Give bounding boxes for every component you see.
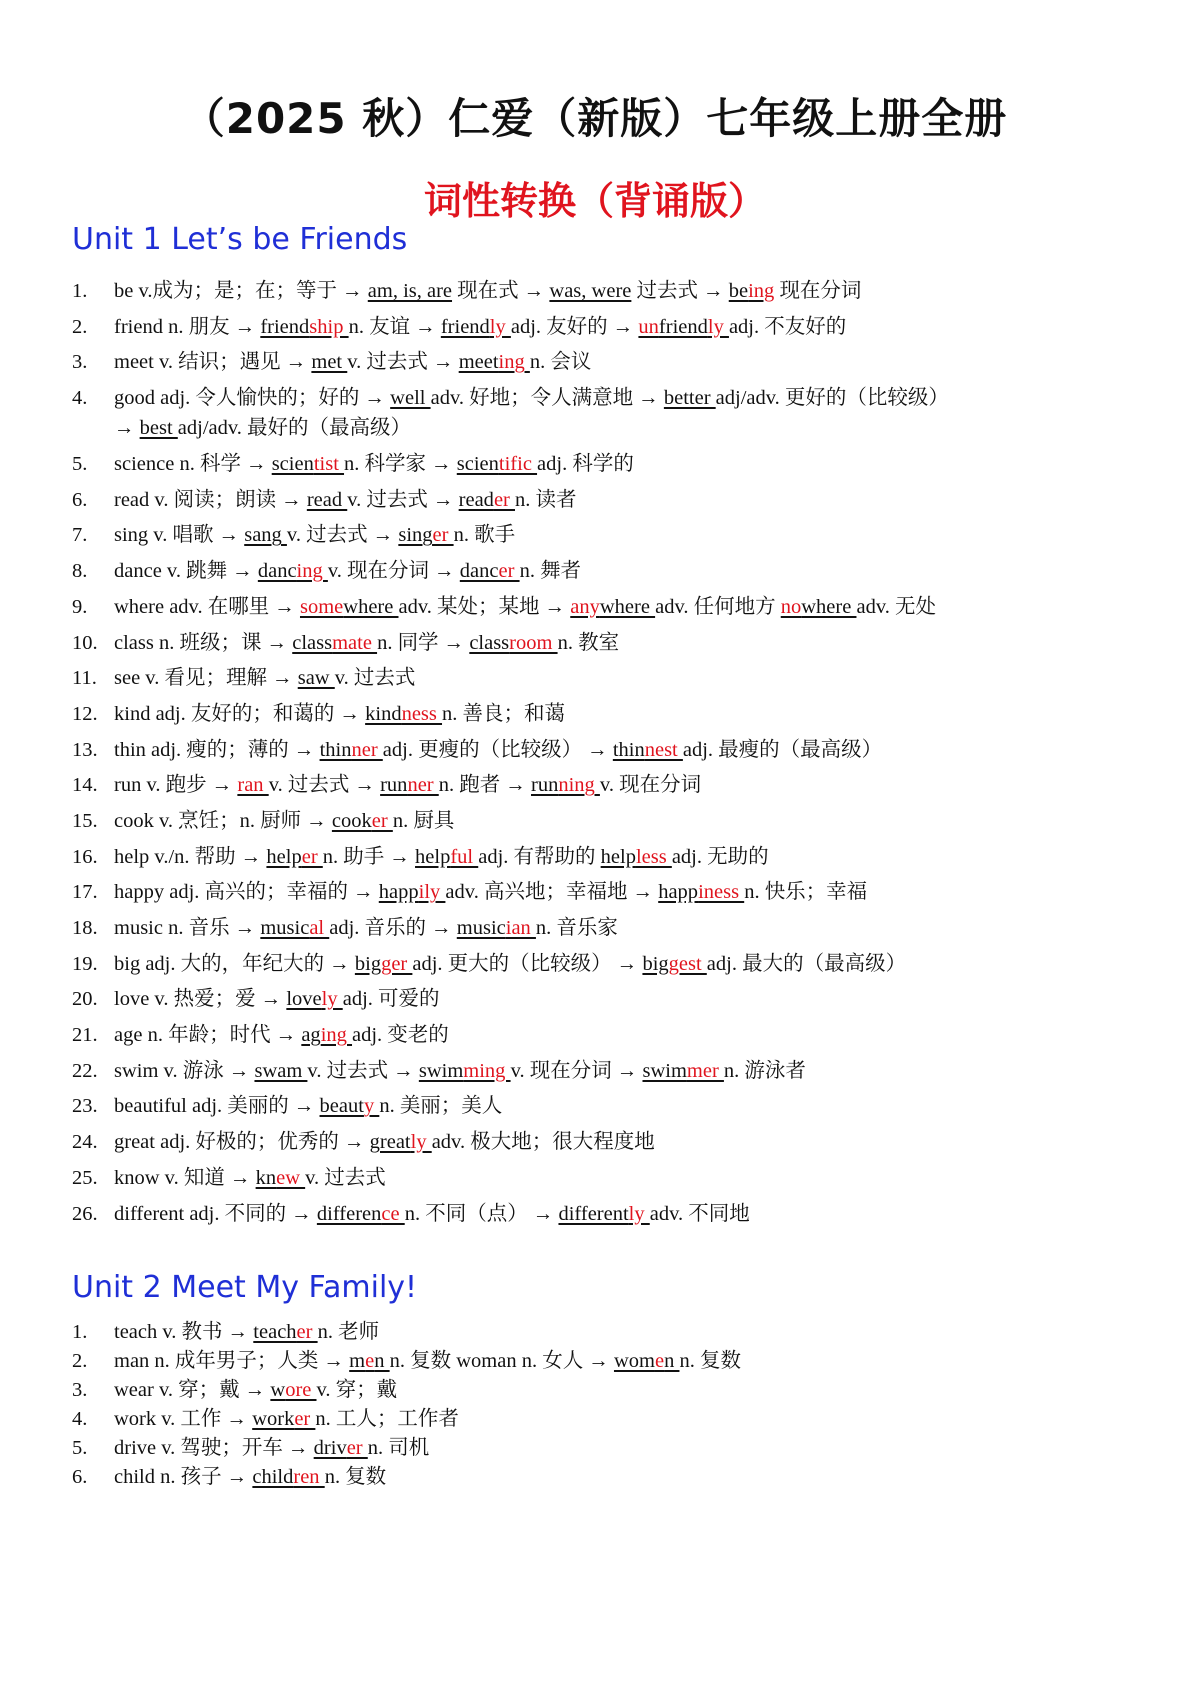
word-form-underlined: where bbox=[801, 595, 857, 618]
word-text: n. 厨具 bbox=[392, 809, 455, 832]
word-text: n. 舞者 bbox=[519, 560, 582, 583]
word-text: adv. 某处；某地 → bbox=[398, 595, 571, 618]
word-text: beautiful adj. 美丽的 → bbox=[114, 1095, 320, 1118]
word-text: adj. 有帮助的 bbox=[478, 845, 601, 868]
word-form-underlined: differen bbox=[316, 1202, 382, 1225]
word-text: n. 科学家 → bbox=[344, 453, 457, 476]
word-form-underlined: scien bbox=[271, 453, 314, 476]
word-text: n. 复数 woman n. 女人 → bbox=[389, 1350, 614, 1372]
word-text: v. 现在分词 bbox=[599, 774, 702, 797]
entry-number: 9. bbox=[72, 595, 88, 618]
word-text: → bbox=[114, 417, 140, 440]
entry-number: 8. bbox=[72, 560, 88, 583]
word-form-underlined: n bbox=[664, 1350, 680, 1372]
unit-1-heading: Unit 1 Let’s be Friends bbox=[72, 222, 408, 257]
word-form-underlined: great bbox=[369, 1131, 411, 1154]
word-form-suffix: ore bbox=[285, 1379, 317, 1401]
word-text: adj. 无助的 bbox=[671, 845, 769, 868]
word-form-suffix: no bbox=[780, 595, 802, 618]
word-text: run v. 跑步 → bbox=[114, 774, 238, 797]
word-form-underlined: class bbox=[292, 631, 333, 654]
word-text: n. 老师 bbox=[317, 1321, 380, 1343]
word-form-suffix: ily bbox=[418, 881, 446, 904]
word-text: big adj. 大的，年纪大的 → bbox=[114, 952, 355, 975]
word-form-underlined: help bbox=[600, 845, 636, 868]
entry-number: 4. bbox=[72, 1408, 88, 1430]
word-entry bbox=[72, 663, 1122, 699]
word-form-underlined: help bbox=[415, 845, 451, 868]
word-text: adj. 音乐的 → bbox=[329, 917, 457, 940]
word-form-suffix: ing bbox=[296, 560, 328, 583]
word-text: child n. 孩子 → bbox=[114, 1466, 253, 1488]
word-form-suffix: some bbox=[299, 595, 344, 618]
word-form-suffix: ing bbox=[320, 1024, 353, 1047]
word-entry bbox=[72, 1199, 1122, 1235]
entry-number: 22. bbox=[72, 1059, 98, 1082]
word-form-underlined: better bbox=[663, 387, 716, 410]
word-text: v. 现在分词 → bbox=[327, 560, 460, 583]
word-text: meet v. 结识；遇见 → bbox=[114, 351, 312, 374]
word-text: where adv. 在哪里 → bbox=[114, 595, 300, 618]
word-form-suffix: ly bbox=[410, 1131, 432, 1154]
entry-number: 2. bbox=[72, 1350, 88, 1372]
word-form-suffix: un bbox=[638, 315, 659, 338]
word-form-underlined: kind bbox=[365, 702, 402, 725]
word-form-suffix: nest bbox=[644, 738, 683, 761]
word-text: adj. 不友好的 bbox=[728, 315, 847, 338]
word-form-suffix: ce bbox=[381, 1202, 405, 1225]
entry-number: 16. bbox=[72, 845, 98, 868]
word-text: class n. 班级；课 → bbox=[114, 631, 293, 654]
word-text: adv. 高兴地；幸福地 → bbox=[445, 881, 659, 904]
word-text: n. 复数 bbox=[679, 1350, 741, 1372]
entry-number: 15. bbox=[72, 809, 98, 832]
unit-2-word-list bbox=[72, 1318, 741, 1492]
word-form-underlined: sang bbox=[244, 524, 287, 547]
entry-continuation bbox=[72, 413, 1122, 443]
word-form-underlined: run bbox=[531, 774, 559, 797]
entry-number: 25. bbox=[72, 1166, 98, 1189]
word-form-underlined: driv bbox=[313, 1437, 347, 1459]
word-form-suffix: ner bbox=[351, 738, 383, 761]
word-text: adj. 可爱的 bbox=[342, 988, 440, 1011]
entry-number: 4. bbox=[72, 387, 88, 410]
word-form-suffix: ly bbox=[321, 988, 343, 1011]
word-text: science n. 科学 → bbox=[114, 453, 272, 476]
word-form-underlined: meet bbox=[458, 351, 499, 374]
word-form-suffix: al bbox=[309, 917, 330, 940]
word-form-suffix: ly bbox=[707, 315, 729, 338]
word-entry bbox=[72, 1434, 741, 1463]
entry-number: 13. bbox=[72, 738, 98, 761]
word-text: different adj. 不同的 → bbox=[114, 1202, 317, 1225]
entry-number: 18. bbox=[72, 917, 98, 940]
word-text: n. 助手 → bbox=[322, 845, 416, 868]
word-entry bbox=[72, 1091, 1122, 1127]
document-subtitle: 词性转换（背诵版） bbox=[423, 179, 766, 223]
word-form-suffix: ness bbox=[401, 702, 443, 725]
word-entry bbox=[72, 312, 1122, 348]
entry-number: 10. bbox=[72, 631, 98, 654]
word-form-suffix: ren bbox=[293, 1466, 325, 1488]
word-form-suffix: ian bbox=[505, 917, 536, 940]
word-text: adv. 极大地；很大程度地 bbox=[431, 1131, 655, 1154]
word-form-underlined: friend bbox=[260, 315, 310, 338]
word-form-underlined: beaut bbox=[319, 1095, 364, 1118]
word-text: v. 过去式 bbox=[305, 1166, 386, 1189]
word-text: v. 过去式 bbox=[334, 667, 416, 690]
word-text: dance v. 跳舞 → bbox=[114, 560, 258, 583]
word-form-underlined: big bbox=[354, 952, 382, 975]
word-form-suffix: y bbox=[363, 1095, 380, 1118]
word-text: swim v. 游泳 → bbox=[114, 1059, 255, 1082]
word-form-suffix: less bbox=[635, 845, 672, 868]
word-entry bbox=[72, 949, 1122, 985]
word-form-suffix: er bbox=[294, 1408, 316, 1430]
word-form-underlined: thin bbox=[319, 738, 352, 761]
word-text: n. 复数 bbox=[324, 1466, 387, 1488]
word-text: n. 会议 bbox=[529, 351, 592, 374]
word-text: drive v. 驾驶；开车 → bbox=[114, 1437, 314, 1459]
word-form-underlined: wom bbox=[613, 1350, 655, 1372]
word-text: v. 过去式 → bbox=[347, 488, 459, 511]
word-entry bbox=[72, 806, 1122, 842]
word-text: n. 教室 bbox=[557, 631, 620, 654]
word-form-suffix: er bbox=[296, 1321, 318, 1343]
word-text: kind adj. 友好的；和蔼的 → bbox=[114, 702, 366, 725]
word-form-suffix: ner bbox=[407, 774, 439, 797]
unit-1-word-list bbox=[72, 276, 1122, 1234]
word-entry bbox=[72, 984, 1122, 1020]
word-entry bbox=[72, 449, 1122, 485]
word-form-suffix: ing bbox=[498, 351, 530, 374]
word-form-suffix: ship bbox=[309, 315, 349, 338]
word-form-suffix: room bbox=[509, 631, 558, 654]
word-entry bbox=[72, 1463, 741, 1492]
word-form-suffix: mate bbox=[332, 631, 378, 654]
word-text: man n. 成年男子；人类 → bbox=[114, 1350, 350, 1372]
word-text: n. 善良；和蔼 bbox=[442, 702, 566, 725]
entry-number: 6. bbox=[72, 488, 88, 511]
word-form-underlined: met bbox=[311, 351, 348, 374]
entry-number: 5. bbox=[72, 453, 88, 476]
word-text: adv. 不同地 bbox=[649, 1202, 750, 1225]
word-entry bbox=[72, 735, 1122, 771]
word-text: work v. 工作 → bbox=[114, 1408, 253, 1430]
entry-number: 3. bbox=[72, 1379, 88, 1401]
word-form-underlined: n bbox=[374, 1350, 390, 1372]
word-text: v. 现在分词 → bbox=[510, 1059, 643, 1082]
word-text: n. 工人；工作者 bbox=[315, 1408, 459, 1430]
word-form-underlined: cook bbox=[331, 809, 372, 832]
word-text: be v.成为；是；在；等于 → bbox=[114, 280, 368, 302]
document-title: （2025 秋）仁爱（新版）七年级上册全册 bbox=[182, 94, 1008, 143]
word-form-suffix: er bbox=[432, 524, 454, 547]
word-text: v. 过去式 → bbox=[286, 524, 399, 547]
word-form-underlined: happ bbox=[658, 881, 699, 904]
word-text: thin adj. 瘦的；薄的 → bbox=[114, 738, 320, 761]
word-text: adj. 友好的 → bbox=[510, 315, 639, 338]
word-form-underlined: friend bbox=[440, 315, 490, 338]
word-text: teach v. 教书 → bbox=[114, 1321, 254, 1343]
word-form-underlined: love bbox=[286, 988, 322, 1011]
word-text: know v. 知道 → bbox=[114, 1166, 256, 1189]
word-form-suffix: ning bbox=[558, 774, 600, 797]
word-entry bbox=[72, 592, 1122, 628]
word-entry bbox=[72, 1127, 1122, 1163]
word-text: cook v. 烹饪；n. 厨师 → bbox=[114, 809, 332, 832]
entry-number: 20. bbox=[72, 988, 98, 1011]
entry-number: 14. bbox=[72, 774, 98, 797]
word-form-suffix: er bbox=[371, 809, 393, 832]
entry-number: 26. bbox=[72, 1202, 98, 1225]
entry-number: 3. bbox=[72, 351, 88, 374]
word-form-suffix: tific bbox=[498, 453, 538, 476]
word-text: adj. 更瘦的（比较级） → bbox=[382, 738, 613, 761]
word-text: see v. 看见；理解 → bbox=[114, 667, 298, 690]
entry-number: 7. bbox=[72, 524, 88, 547]
word-form-underlined: danc bbox=[459, 560, 499, 583]
word-form-underlined: help bbox=[266, 845, 302, 868]
word-form-underlined: be bbox=[728, 280, 749, 302]
word-form-underlined: am, is, are bbox=[367, 280, 453, 302]
word-entry bbox=[72, 347, 1122, 383]
word-form-underlined: w bbox=[270, 1379, 286, 1401]
word-entry bbox=[72, 1056, 1122, 1092]
word-form-suffix: gest bbox=[668, 952, 707, 975]
word-text: v. 过去式 → bbox=[268, 774, 381, 797]
word-text: wear v. 穿；戴 → bbox=[114, 1379, 271, 1401]
word-form-suffix: e bbox=[654, 1350, 665, 1372]
word-entry bbox=[72, 1347, 741, 1376]
word-form-underlined: music bbox=[260, 917, 310, 940]
word-form-underlined: work bbox=[252, 1408, 295, 1430]
entry-number: 2. bbox=[72, 315, 88, 338]
entry-number: 11. bbox=[72, 667, 97, 690]
word-text: n. 游泳者 bbox=[723, 1059, 806, 1082]
word-form-underlined: m bbox=[349, 1350, 366, 1372]
word-form-underlined: child bbox=[252, 1466, 294, 1488]
word-form-suffix: mer bbox=[686, 1059, 724, 1082]
entry-number: 6. bbox=[72, 1466, 88, 1488]
word-form-underlined: swim bbox=[418, 1059, 464, 1082]
word-text: n. 读者 bbox=[515, 488, 577, 511]
word-text: n. 歌手 bbox=[453, 524, 516, 547]
word-form-underlined: happ bbox=[378, 881, 419, 904]
entry-number: 17. bbox=[72, 881, 98, 904]
word-text: adv. 无处 bbox=[856, 595, 936, 618]
word-entry bbox=[72, 1163, 1122, 1199]
word-entry bbox=[72, 1405, 741, 1434]
word-text: adj. 变老的 bbox=[352, 1024, 449, 1047]
entry-number: 12. bbox=[72, 702, 98, 725]
word-entry bbox=[72, 556, 1122, 592]
word-text: music n. 音乐 → bbox=[114, 917, 261, 940]
word-form-underlined: read bbox=[458, 488, 494, 511]
word-form-underlined: swam bbox=[254, 1059, 308, 1082]
word-form-suffix: ing bbox=[748, 280, 775, 302]
word-text: adj. 最大的（最高级） bbox=[706, 952, 907, 975]
word-entry bbox=[72, 628, 1122, 664]
word-form-suffix: tist bbox=[313, 453, 345, 476]
word-form-underlined: scien bbox=[456, 453, 499, 476]
word-form-suffix: er bbox=[301, 845, 323, 868]
entry-number: 21. bbox=[72, 1024, 98, 1047]
word-text: n. 不同（点） → bbox=[404, 1202, 559, 1225]
word-entry bbox=[72, 842, 1122, 878]
word-entry bbox=[72, 383, 1122, 449]
word-form-suffix: er bbox=[493, 488, 515, 511]
word-text: great adj. 好极的；优秀的 → bbox=[114, 1131, 370, 1154]
word-text: friend n. 朋友 → bbox=[114, 315, 261, 338]
word-form-underlined: sing bbox=[398, 524, 433, 547]
word-text: sing v. 唱歌 → bbox=[114, 524, 245, 547]
word-form-underlined: teach bbox=[253, 1321, 297, 1343]
entry-number: 24. bbox=[72, 1131, 98, 1154]
word-text: adj. 最瘦的（最高级） bbox=[682, 738, 883, 761]
word-text: n. 同学 → bbox=[377, 631, 470, 654]
word-text: n. 跑者 → bbox=[438, 774, 531, 797]
word-text: love v. 热爱；爱 → bbox=[114, 988, 287, 1011]
word-text: 现在式 → bbox=[452, 280, 550, 302]
word-entry bbox=[72, 913, 1122, 949]
word-form-underlined: read bbox=[306, 488, 348, 511]
word-form-suffix: ran bbox=[237, 774, 269, 797]
word-form-suffix: ger bbox=[381, 952, 413, 975]
word-text: help v./n. 帮助 → bbox=[114, 845, 267, 868]
word-text: n. 音乐家 bbox=[535, 917, 618, 940]
word-text: adv. 好地；令人满意地 → bbox=[430, 387, 664, 410]
word-form-underlined: different bbox=[558, 1202, 629, 1225]
word-text: n. 美丽；美人 bbox=[379, 1095, 503, 1118]
word-text: adj/adv. 最好的（最高级） bbox=[177, 417, 412, 440]
entry-number: 23. bbox=[72, 1095, 98, 1118]
word-form-underlined: thin bbox=[612, 738, 645, 761]
word-text: adj. 科学的 bbox=[537, 453, 634, 476]
word-form-underlined: kn bbox=[255, 1166, 277, 1189]
word-form-underlined: class bbox=[469, 631, 510, 654]
entry-number: 5. bbox=[72, 1437, 88, 1459]
word-entry bbox=[72, 877, 1122, 913]
word-text: adj. 更大的（比较级） → bbox=[412, 952, 643, 975]
word-text: v. 过去式 → bbox=[307, 1059, 419, 1082]
word-form-suffix: e bbox=[365, 1350, 375, 1372]
entry-number: 1. bbox=[72, 280, 88, 302]
word-text: age n. 年龄；时代 → bbox=[114, 1024, 302, 1047]
word-form-suffix: er bbox=[346, 1437, 368, 1459]
word-form-underlined: big bbox=[642, 952, 669, 975]
word-form-underlined: was, were bbox=[549, 280, 632, 302]
word-text: v. 过去式 → bbox=[347, 351, 459, 374]
word-entry bbox=[72, 770, 1122, 806]
word-form-suffix: ful bbox=[450, 845, 479, 868]
word-form-suffix: er bbox=[498, 560, 520, 583]
word-form-underlined: ag bbox=[301, 1024, 321, 1047]
word-form-underlined: best bbox=[139, 417, 178, 440]
word-form-suffix: ming bbox=[463, 1059, 511, 1082]
word-form-underlined: where bbox=[599, 595, 656, 618]
word-entry bbox=[72, 1376, 741, 1405]
word-form-underlined: saw bbox=[297, 667, 335, 690]
word-form-suffix: ly bbox=[628, 1202, 650, 1225]
word-entry bbox=[72, 520, 1122, 556]
word-entry bbox=[72, 1020, 1122, 1056]
word-entry bbox=[72, 699, 1122, 735]
word-form-underlined: well bbox=[390, 387, 431, 410]
word-form-underlined: swim bbox=[642, 1059, 687, 1082]
entry-number: 19. bbox=[72, 952, 98, 975]
word-form-suffix: any bbox=[570, 595, 600, 618]
word-text: good adj. 令人愉快的；好的 → bbox=[114, 387, 391, 410]
word-form-suffix: ew bbox=[276, 1166, 306, 1189]
word-form-underlined: danc bbox=[257, 560, 297, 583]
word-text: n. 司机 bbox=[367, 1437, 430, 1459]
word-text: adv. 任何地方 bbox=[655, 595, 781, 618]
word-text: read v. 阅读；朗读 → bbox=[114, 488, 307, 511]
word-text: n. 友谊 → bbox=[348, 315, 441, 338]
word-form-underlined: friend bbox=[658, 315, 708, 338]
unit-2-heading: Unit 2 Meet My Family! bbox=[72, 1270, 418, 1305]
word-text: happy adj. 高兴的；幸福的 → bbox=[114, 881, 379, 904]
word-text: 过去式 → bbox=[631, 280, 729, 302]
word-text: n. 快乐；幸福 bbox=[744, 881, 868, 904]
word-entry bbox=[72, 1318, 741, 1347]
word-form-underlined: where bbox=[343, 595, 399, 618]
word-form-suffix: iness bbox=[698, 881, 745, 904]
word-entry bbox=[72, 276, 1122, 312]
entry-number: 1. bbox=[72, 1321, 88, 1343]
word-text: v. 穿；戴 bbox=[316, 1379, 398, 1401]
word-form-underlined: music bbox=[456, 917, 506, 940]
word-entry bbox=[72, 485, 1122, 521]
word-text: adj/adv. 更好的（比较级） bbox=[715, 387, 949, 410]
word-form-suffix: ly bbox=[489, 315, 511, 338]
word-text: 现在分词 bbox=[774, 280, 862, 302]
word-form-underlined: run bbox=[380, 774, 408, 797]
